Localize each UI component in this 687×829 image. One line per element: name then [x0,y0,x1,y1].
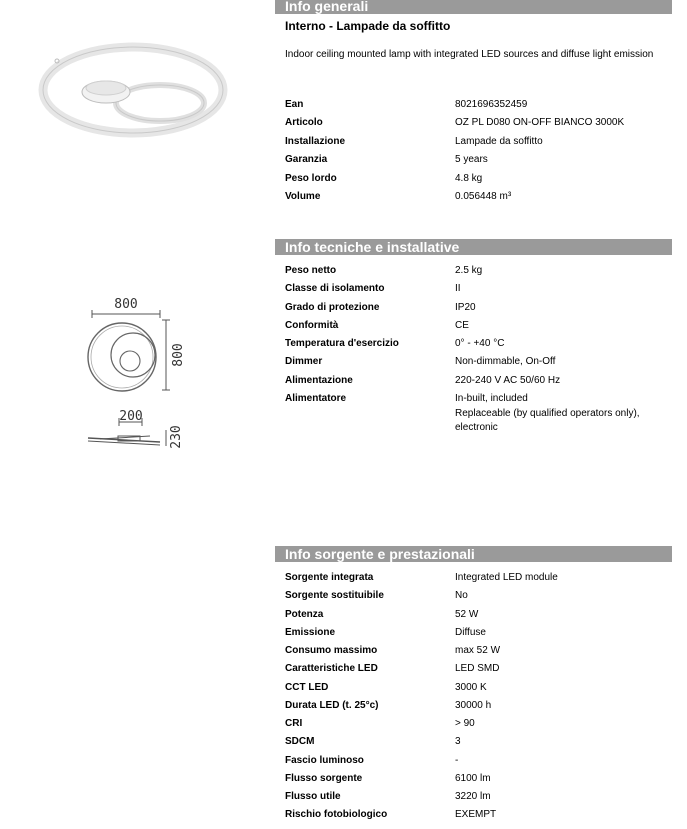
spec-label: Classe di isolamento [285,283,385,295]
spec-value: max 52 W [455,645,501,656]
spec-value: Replaceable (by qualified operators only), [455,407,640,419]
spec-row [285,572,675,590]
spec-row [285,320,675,338]
spec-value: > 90 [455,718,475,729]
spec-row [285,136,675,154]
spec-row [285,99,675,117]
spec-row [285,663,675,681]
spec-row [285,173,675,191]
spec-row [285,375,675,393]
spec-label: Caratteristiche LED [285,663,378,675]
section-header-source [275,546,672,562]
spec-row [285,609,675,627]
spec-row [285,773,675,791]
spec-row [285,590,675,608]
spec-row [285,809,675,827]
spec-row [285,700,675,718]
spec-value: 3220 lm [455,791,491,802]
spec-label: Emissione [285,626,336,638]
drawing-depth-label: 200 [119,409,143,424]
spec-value: electronic [455,422,498,434]
spec-value: Diffuse [455,626,486,638]
spec-row [285,645,675,663]
spec-label: Garanzia [285,154,328,166]
spec-label: Ean [285,99,304,110]
spec-label: Sorgente sostituibile [285,590,384,602]
drawing-diameter-label: 800 [114,297,138,312]
spec-row [285,191,675,209]
spec-value: 52 W [455,608,479,620]
spec-label: Fascio luminoso [285,754,364,766]
spec-label: Consumo massimo [285,645,378,656]
spec-row [285,682,675,700]
spec-value: In-built, included [455,393,528,405]
spec-value: 0° - +40 °C [455,338,505,350]
spec-row [285,736,675,754]
section-title: Info tecniche e installative [285,239,460,255]
spec-row [285,338,675,356]
spec-value: 5 years [455,154,488,166]
images-column [0,0,270,829]
spec-value: - [455,754,459,766]
spec-label: Dimmer [285,356,323,368]
drawing-top-view [88,310,170,391]
section-header-technical [275,239,672,255]
section-title: Info generali [285,0,369,14]
spec-row [285,265,675,283]
spec-value: Non-dimmable, On-Off [455,356,556,368]
spec-label: Peso lordo [285,172,337,184]
spec-label: Installazione [285,135,346,147]
spec-value-multiline [455,392,675,436]
spec-value: CE [455,319,469,331]
technical-specs-table [285,265,675,436]
spec-value: Integrated LED module [455,572,558,583]
spec-row [285,283,675,301]
drawing-thickness-label: 230 [169,425,184,449]
spec-value: 6100 lm [455,772,491,784]
spec-value: Lampade da soffitto [455,135,543,147]
section-header-general [275,0,672,14]
product-image [0,0,270,470]
spec-value: II [455,283,461,295]
spec-row [285,356,675,374]
spec-label: Potenza [285,608,324,620]
spec-value: 30000 h [455,699,492,711]
section-title: Info sorgente e prestazionali [285,546,475,562]
spec-label: Temperatura d'esercizio [285,338,399,350]
product-description: Indoor ceiling mounted lamp with integrated LED sources and diffuse light emission [285,49,654,60]
product-title: Interno - Lampade da soffitto [285,19,451,33]
spec-row [285,791,675,809]
spec-label: Flusso sorgente [285,772,363,784]
spec-row [285,718,675,736]
spec-label: Rischio fotobiologico [285,809,388,821]
spec-label: CRI [285,718,303,729]
spec-value: 8021696352459 [455,99,528,110]
spec-label: Conformità [285,319,339,331]
spec-value: 220-240 V AC 50/60 Hz [455,374,561,386]
general-specs-table [285,99,675,209]
spec-label: Peso netto [285,265,337,276]
spec-value: EXEMPT [455,809,497,821]
spec-value: 2.5 kg [455,265,483,276]
spec-row [285,627,675,645]
spec-row [285,392,675,436]
spec-label: Alimentatore [285,393,347,405]
spec-label: SDCM [285,736,315,748]
spec-value: 4.8 kg [455,172,483,184]
spec-row [285,117,675,135]
spec-label: Volume [285,190,321,202]
spec-label: Grado di protezione [285,301,380,313]
drawing-height-label: 800 [171,343,186,367]
lamp-photo [43,47,223,133]
spec-row [285,154,675,172]
spec-value: 3 [455,736,461,748]
spec-value: 0.056448 m³ [455,190,512,202]
spec-value: No [455,590,468,602]
spec-label: Articolo [285,117,323,129]
spec-row [285,302,675,320]
spec-label: Durata LED (t. 25°c) [285,699,379,711]
spec-value: 3000 K [455,681,487,693]
spec-value: OZ PL D080 ON-OFF BIANCO 3000K [455,117,625,129]
spec-row [285,755,675,773]
spec-label: Sorgente integrata [285,572,374,583]
source-specs-table [285,572,675,828]
spec-value: IP20 [455,301,476,313]
spec-label: Alimentazione [285,374,353,386]
spec-label: CCT LED [285,681,329,693]
spec-label: Flusso utile [285,791,341,802]
spec-value: LED SMD [455,663,500,675]
